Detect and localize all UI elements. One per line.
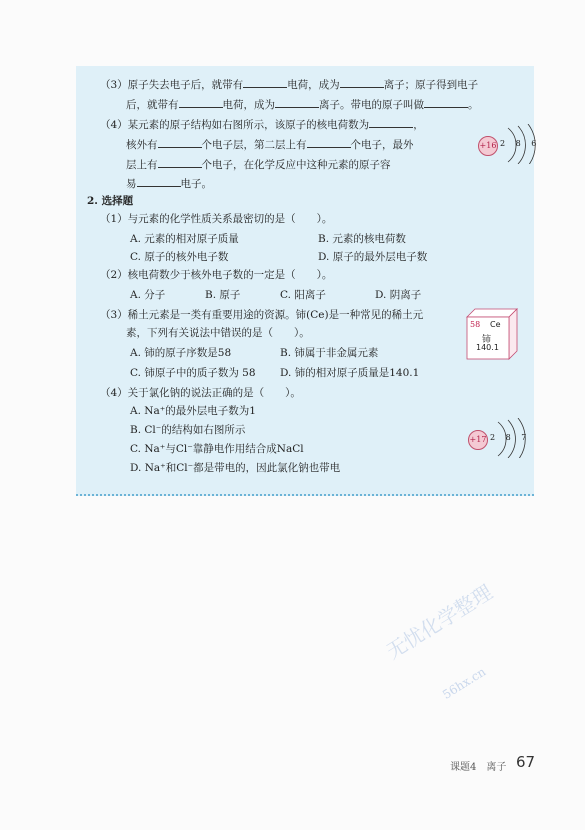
s3-option-d: D. 铈的相对原子质量是140.1 [280,367,420,379]
nucleus-label: +16 [478,136,498,156]
text: 后，就带有 [126,99,179,111]
q4-line1 [100,117,424,132]
cerium-name: 铈 [482,335,492,345]
s2-option-c: C. 阳离子 [280,289,326,301]
s4-option-d: D. Na⁺和Cl⁻都是带电的，因此氯化钠也带电 [130,462,341,474]
s4-stem: （4）关于氯化钠的说法正确的是（ ）。 [100,387,301,399]
blank [158,157,202,168]
q4-line3 [126,157,391,172]
watermark-url: 56hx.cn [440,664,489,702]
nucleus-label: +17 [468,430,488,450]
s2-option-b: B. 原子 [205,289,241,301]
blank [275,97,319,108]
s1-option-c: C. 原子的核外电子数 [130,251,229,263]
text: 电荷，成为 [222,99,275,111]
blank [424,97,468,108]
text: （3）原子失去电子后，就带有 [100,79,244,91]
text: 个电子，在化学反应中这种元素的原子容 [201,159,391,171]
s2-stem: （2）核电荷数少于核外电子数的一定是（ ）。 [100,269,333,281]
text: 离子。带电的原子叫做 [319,99,424,111]
s4-option-c: C. Na⁺与Cl⁻靠静电作用结合成NaCl [130,443,304,455]
s3-stem-line2: 素，下列有关说法中错误的是（ ）。 [126,327,310,339]
blank [369,117,413,128]
s2-option-d: D. 阴离子 [375,289,422,301]
text: 个电子，最外 [350,139,414,151]
s1-option-a: A. 元素的相对原子质量 [130,233,239,245]
page-number: 67 [516,753,536,771]
text: 电荷，成为 [287,79,340,91]
s3-option-a: A. 铈的原子序数是58 [130,347,232,359]
text: 。 [468,99,479,111]
text: ， [413,119,424,131]
blank [158,137,202,148]
s2-option-a: A. 分子 [130,289,166,301]
text: 个电子层，第二层上有 [201,139,307,151]
q4-line4 [126,176,212,191]
q4-line2 [126,137,414,152]
cerium-atomic-number: 58 [470,320,481,329]
blank [340,77,384,88]
q3-line1 [100,77,478,92]
blank [307,137,351,148]
s1-option-d: D. 原子的最外层电子数 [318,251,428,263]
s3-option-c: C. 铈原子中的质子数为 58 [130,367,256,379]
text: （4）某元素的原子结构如右图所示，该原子的核电荷数为 [100,119,370,131]
shell-numbers: 2 8 7 [490,433,531,442]
text: 易 [126,178,137,190]
s4-option-a: A. Na⁺的最外层电子数为1 [130,405,256,417]
cerium-card-frame [466,308,526,360]
text: 离子；原子得到电子 [383,79,479,91]
s1-stem: （1）与元素的化学性质关系最密切的是（ ）。 [100,213,333,225]
text: 层上有 [126,159,158,171]
section-title: 2. 选择题 [87,195,134,207]
blank [137,176,181,187]
s3-stem-line1: （3）稀土元素是一类有重要用途的资源。铈(Ce)是一种常见的稀土元 [100,309,424,321]
s3-option-b: B. 铈属于非金属元素 [280,347,379,359]
cerium-mass: 140.1 [476,343,499,352]
shell-numbers: 2 8 6 [500,139,541,148]
text: 电子。 [180,178,212,190]
blank [243,77,287,88]
s4-option-b: B. Cl⁻的结构如右图所示 [130,424,246,436]
watermark-text: 无忧化学整理 [382,579,497,664]
q3-line2 [126,97,479,112]
cerium-symbol: Ce [490,320,501,329]
blank [179,97,223,108]
footer-chapter-label: 课题4 离子 [450,762,507,773]
text: 核外有 [126,139,158,151]
s1-option-b: B. 元素的核电荷数 [318,233,406,245]
